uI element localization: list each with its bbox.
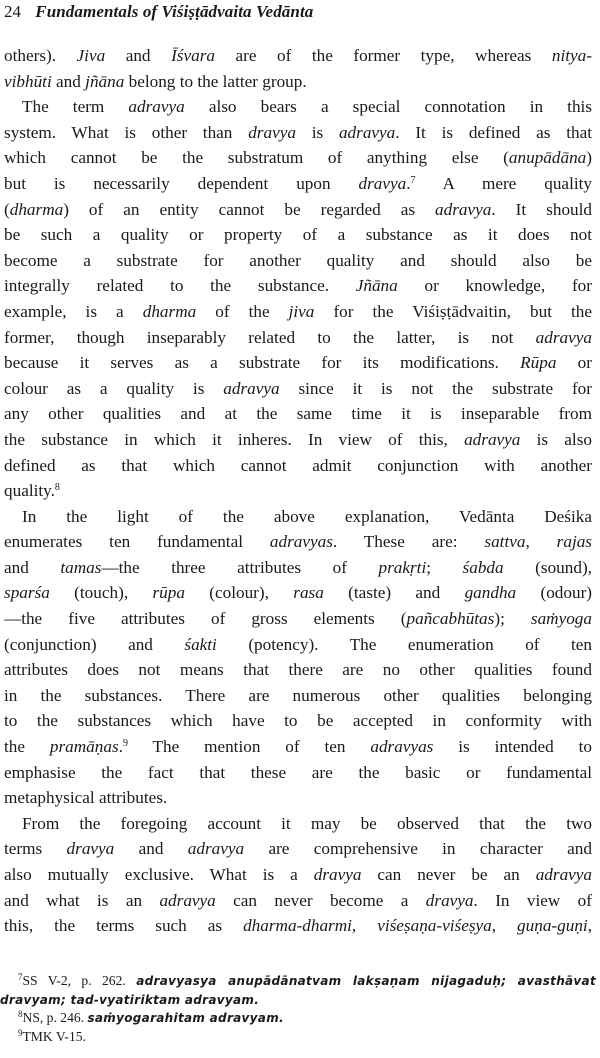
footnote-marker: 9 — [122, 738, 128, 750]
text-run: terms — [4, 839, 67, 859]
italic-term: adravya — [223, 378, 280, 398]
text-line — [4, 453, 592, 479]
text-line — [4, 913, 592, 939]
text-line — [4, 427, 592, 453]
text-run: of the — [196, 301, 289, 321]
text-run: integrally related to the substance. — [4, 276, 356, 296]
text-line — [4, 734, 592, 760]
text-run: quality. — [4, 481, 55, 501]
italic-term: tamas — [60, 557, 102, 577]
text-line — [4, 888, 592, 914]
text-line — [4, 836, 592, 862]
italic-term: adravya — [128, 97, 185, 117]
footnote-line — [0, 1009, 596, 1028]
text-run: , — [587, 916, 592, 936]
text-run: is also — [520, 429, 592, 449]
text-line — [4, 69, 592, 95]
italic-term: śabda — [462, 557, 504, 577]
text-line — [4, 171, 592, 197]
text-line — [4, 120, 592, 146]
text-line — [4, 222, 592, 248]
text-run: (colour), — [184, 583, 294, 603]
italic-term: guṇa-guṇi — [517, 916, 588, 936]
text-run: defined as that which cannot admit conjunction with another — [4, 455, 592, 475]
text-run: to the substances which have to be accepted in conformity with — [4, 711, 592, 731]
text-run: SS V-2, p. 262. — [22, 973, 137, 988]
text-run: . — [118, 737, 123, 757]
italic-term: adravyas — [370, 737, 434, 757]
text-run: TMK V-15. — [22, 1028, 86, 1044]
text-run: can never be an — [361, 865, 536, 884]
text-run: ( — [4, 199, 10, 219]
text-run: any other qualities and at the same time it is inseparable from — [4, 404, 592, 424]
text-line — [4, 145, 592, 171]
footnote-line — [0, 1028, 596, 1047]
italic-term: dravya — [66, 839, 115, 859]
text-run: colour as a quality is — [4, 378, 224, 398]
text-line — [4, 811, 592, 837]
text-line — [4, 785, 592, 811]
text-run: and what is an — [4, 890, 160, 910]
text-run: , — [525, 532, 557, 552]
italic-term: nitya- — [551, 46, 592, 65]
text-run: is intended to — [433, 737, 592, 757]
text-line — [4, 708, 592, 734]
italic-term: adravya — [464, 429, 521, 449]
text-run: and — [4, 557, 61, 577]
italic-term: dharma — [142, 301, 197, 321]
italic-term: jiva — [288, 301, 315, 321]
text-line — [4, 580, 592, 606]
italic-term: Rūpa — [520, 353, 557, 373]
text-run: be such a quality or property of a substance as it does not — [4, 225, 592, 245]
text-line — [4, 529, 592, 555]
footnote-line — [0, 991, 596, 1010]
text-run: metaphysical attributes. — [4, 788, 168, 808]
text-run: (touch), — [49, 583, 153, 603]
italic-term: rūpa — [152, 583, 185, 603]
italic-term: dharma-dharmi — [243, 916, 352, 936]
text-run: the substance in which it inheres. In view of this, — [4, 429, 465, 449]
text-run: and — [114, 839, 188, 859]
text-line — [4, 862, 592, 888]
text-run: and — [51, 71, 86, 91]
text-line — [4, 248, 592, 274]
text-run: this, the terms such as — [4, 916, 244, 936]
text-run: is — [295, 122, 339, 142]
text-run: . In view of — [473, 890, 593, 910]
text-line — [4, 325, 592, 351]
italic-term: rasa — [293, 583, 324, 603]
italic-term: gandha — [464, 583, 517, 603]
text-line — [4, 606, 592, 632]
footnote-marker: 9 — [18, 1027, 23, 1038]
italic-term: dharma — [9, 199, 64, 219]
text-run: also bears a special connotation in this — [184, 97, 592, 117]
text-run: —the three attributes of — [101, 557, 379, 577]
text-run: In the light of the above explanation, Vedānta Deśika — [22, 506, 592, 526]
text-run: ; — [426, 557, 463, 577]
text-run: The mention of ten — [127, 737, 371, 757]
text-run: (odour) — [516, 583, 593, 603]
text-run: also mutually exclusive. What is a — [4, 865, 314, 884]
text-run: —the five attributes of gross elements ( — [4, 609, 407, 629]
text-line — [4, 197, 592, 223]
italic-term: adravya — [159, 890, 216, 910]
footnotes — [0, 972, 596, 1046]
italic-term: saṁyoga — [530, 609, 592, 629]
italic-term: dravya — [358, 173, 407, 193]
italic-term: adravya — [338, 122, 396, 142]
text-line — [4, 350, 592, 376]
text-line — [4, 760, 592, 786]
body-text — [4, 43, 592, 939]
text-line — [4, 632, 592, 658]
italic-term: dravya — [248, 122, 296, 142]
italic-term: śakti — [184, 634, 217, 654]
text-run: can never become a — [215, 890, 426, 910]
text-run: The term — [22, 97, 129, 117]
text-run: , — [491, 916, 518, 936]
text-line — [4, 478, 592, 504]
footnote-marker: 8 — [18, 1009, 23, 1019]
italic-term: anupādāna — [508, 148, 587, 168]
text-run: , — [351, 916, 378, 936]
text-run: but is necessarily dependent upon — [4, 173, 359, 193]
italic-term: vibhūti — [4, 71, 52, 91]
text-run: for the Viśiṣṭādvaitin, but the — [314, 301, 593, 321]
running-head — [4, 0, 313, 24]
text-run: are comprehensive in character and — [244, 839, 592, 859]
text-line — [4, 376, 592, 402]
footnote-marker: 8 — [54, 482, 60, 494]
text-run: From the foregoing account it may be observed that the two — [22, 813, 592, 833]
text-run: ) — [586, 148, 592, 168]
text-line — [4, 43, 592, 69]
text-run: others). — [4, 46, 77, 65]
text-line — [4, 555, 592, 581]
footnote-marker: 7 — [410, 174, 416, 186]
text-line — [4, 657, 592, 683]
text-run: A mere quality — [415, 173, 592, 193]
italic-term: Jiva — [76, 46, 106, 65]
text-line — [4, 273, 592, 299]
text-run: (potency). The enumeration of ten — [216, 634, 593, 654]
text-run: attributes does not means that there are no other qualities found — [4, 660, 592, 680]
book-title: Fundamentals of Viśiṣṭādvaita Vedānta — [35, 2, 314, 21]
text-run: . — [406, 173, 411, 193]
text-run: or — [556, 353, 592, 373]
text-line — [4, 683, 592, 709]
italic-term: adravyasya anupādānatvam lakṣaṇam nijagaduḥ; avasthāvat — [136, 974, 596, 988]
text-line — [4, 401, 592, 427]
italic-term: pramāṇas — [49, 737, 119, 757]
text-run: . It is defined as that — [395, 122, 593, 142]
text-run: ) of an entity cannot be regarded as — [63, 199, 436, 219]
italic-term: sparśa — [4, 583, 50, 603]
italic-term: pañcabhūtas — [406, 609, 495, 629]
italic-term: saṁyogarahitam adravyam. — [87, 1011, 284, 1025]
text-line — [4, 299, 592, 325]
text-line — [4, 504, 592, 530]
text-run: example, is a — [4, 301, 143, 321]
italic-term: rajas — [556, 532, 592, 552]
text-run: and — [105, 46, 172, 65]
text-run: the — [4, 737, 50, 757]
italic-term: adravya — [187, 839, 245, 859]
text-run: or knowledge, for — [397, 276, 592, 296]
italic-term: dravyam; tad-vyatiriktam adravyam. — [0, 992, 260, 1007]
italic-term: Jñāna — [355, 276, 398, 296]
text-run: (conjunction) and — [4, 634, 185, 654]
text-run: NS, p. 246. — [22, 1010, 88, 1025]
italic-term: dravya — [313, 865, 362, 884]
text-run: in the substances. There are numerous other qualities belonging — [4, 685, 592, 705]
text-run: enumerates ten fundamental — [4, 532, 270, 552]
italic-term: prakṛti — [378, 557, 427, 577]
text-run: since it is not the substrate for — [279, 378, 592, 398]
italic-term: dravya — [425, 890, 474, 910]
text-run: . These are: — [332, 532, 485, 552]
text-run: former, though inseparably related to the latter, is not — [4, 327, 536, 347]
page-number: 24 — [4, 2, 21, 21]
text-run: system. What is other than — [4, 122, 249, 142]
italic-term: viśeṣaṇa-viśeṣya — [377, 916, 492, 936]
text-run: belong to the latter group. — [124, 71, 307, 91]
text-run: are of the former type, whereas — [214, 46, 552, 65]
text-line — [4, 94, 592, 120]
text-run: become a substrate for another quality and should also be — [4, 250, 592, 270]
text-run: (sound), — [503, 557, 592, 577]
italic-term: jñāna — [85, 71, 125, 91]
italic-term: adravya — [435, 199, 492, 219]
footnote-marker: 7 — [18, 972, 23, 982]
text-run: ); — [494, 609, 531, 629]
italic-term: adravya — [535, 865, 593, 884]
italic-term: adravyas — [269, 532, 333, 552]
text-run: which cannot be the substratum of anything else ( — [4, 148, 509, 168]
italic-term: Īśvara — [171, 46, 215, 65]
text-run: . It should — [491, 199, 592, 219]
text-run: because it serves as a substrate for its modifications. — [4, 353, 521, 373]
footnote-line — [0, 972, 596, 991]
italic-term: sattva — [484, 532, 526, 552]
text-run: (taste) and — [323, 583, 465, 603]
italic-term: adravya — [535, 327, 592, 347]
text-run: emphasise the fact that these are the basic or fundamental — [4, 762, 592, 782]
